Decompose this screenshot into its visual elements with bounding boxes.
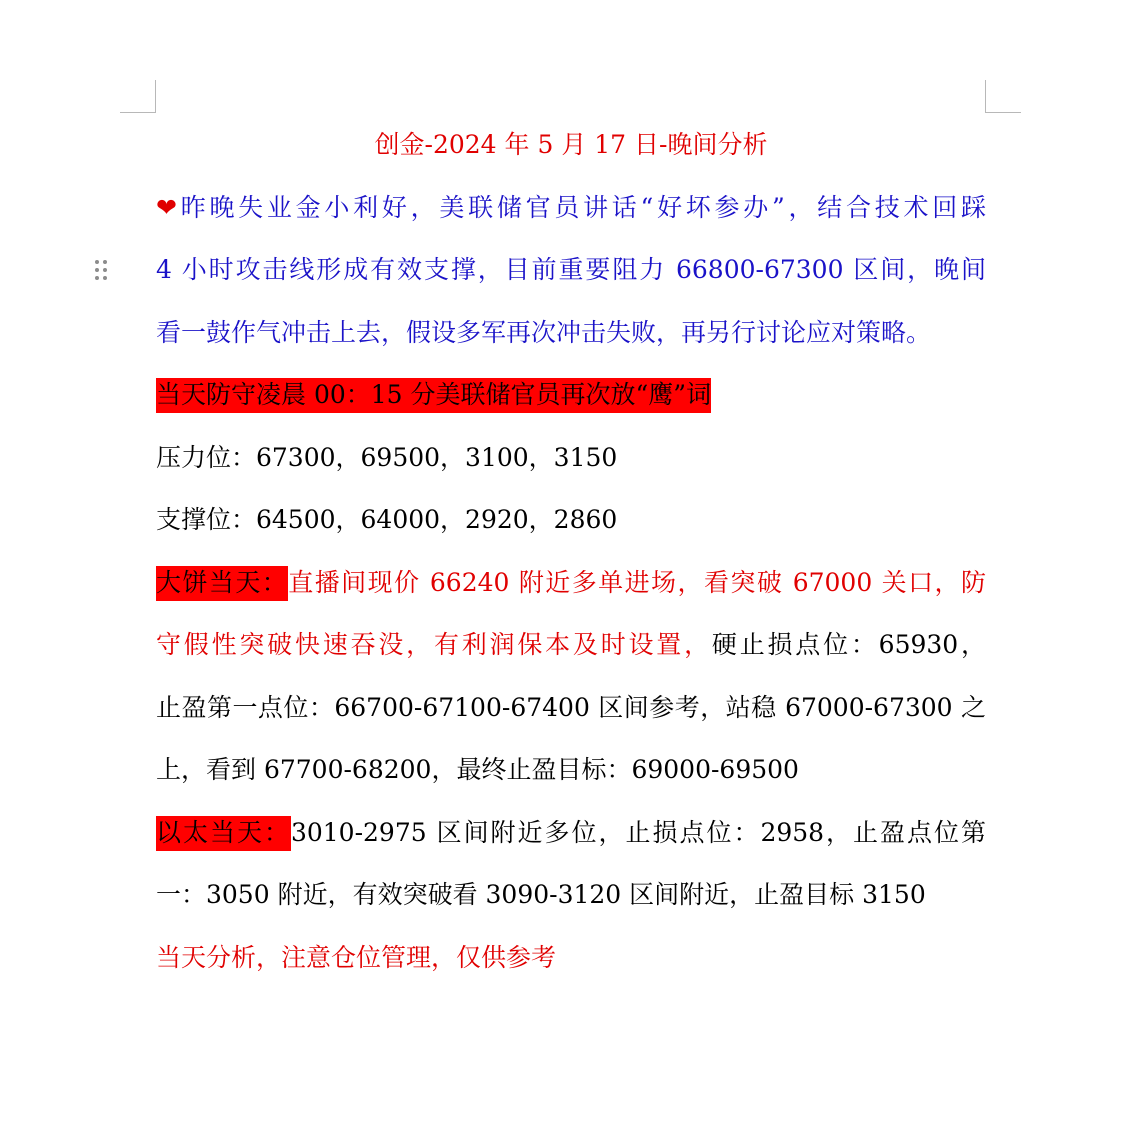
document-body	[156, 114, 986, 989]
document-title: 创金-2024 年 5 月 17 日-晚间分析	[374, 130, 768, 159]
intro-text-1: 昨晚失业金小利好，美联储官员讲话“好坏参办”，结合技术回踩	[180, 192, 986, 222]
btc-line-1	[156, 552, 986, 615]
crop-mark-top-left-horizontal	[120, 112, 156, 113]
btc-line-2	[156, 614, 986, 677]
btc-line-4: 上，看到 67700-68200，最终止盈目标：69000-69500	[156, 755, 799, 784]
defense-note-line	[156, 364, 986, 427]
support-levels: 支撑位：64500，64000，2920，2860	[156, 505, 618, 534]
eth-line-1	[156, 802, 986, 865]
pressure-levels: 压力位：67300，69500，3100，3150	[156, 442, 618, 472]
heart-icon: ❤	[156, 192, 181, 222]
crop-mark-top-right-horizontal	[985, 112, 1021, 113]
btc-label: 大饼当天：	[156, 566, 288, 601]
btc-text-1: 直播间现价 66240 附近多单进场，看突破 67000 关口，防	[288, 567, 986, 597]
eth-line-2: 一：3050 附近，有效突破看 3090-3120 区间附近，止盈目标 3150	[156, 880, 926, 909]
footer-note: 当天分析，注意仓位管理，仅供参考	[156, 942, 557, 972]
intro-line-1	[156, 177, 986, 240]
crop-mark-top-left-vertical	[155, 80, 156, 112]
intro-line-2: 4 小时攻击线形成有效支撑，目前重要阻力 66800-67300 区间，晚间	[156, 255, 986, 284]
eth-label: 以太当天：	[156, 816, 291, 851]
btc-line-3: 止盈第一点位：66700-67100-67400 区间参考，站稳 67000-67300 之	[156, 692, 986, 722]
defense-note: 当天防守凌晨 00：15 分美联储官员再次放“鹰”词	[156, 378, 711, 413]
eth-text-1: 3010-2975 区间附近多位，止损点位：2958，止盈点位第	[290, 817, 986, 847]
paragraph-drag-handle-icon[interactable]	[93, 259, 109, 281]
intro-line-3: 看一鼓作气冲击上去，假设多军再次冲击失败，再另行讨论应对策略。	[156, 317, 932, 347]
btc-text-2-red: 守假性突破快速吞没，有利润保本及时设置，	[156, 630, 712, 659]
btc-stop-loss: 硬止损点位：65930，	[711, 630, 986, 659]
crop-mark-top-right-vertical	[985, 80, 986, 112]
